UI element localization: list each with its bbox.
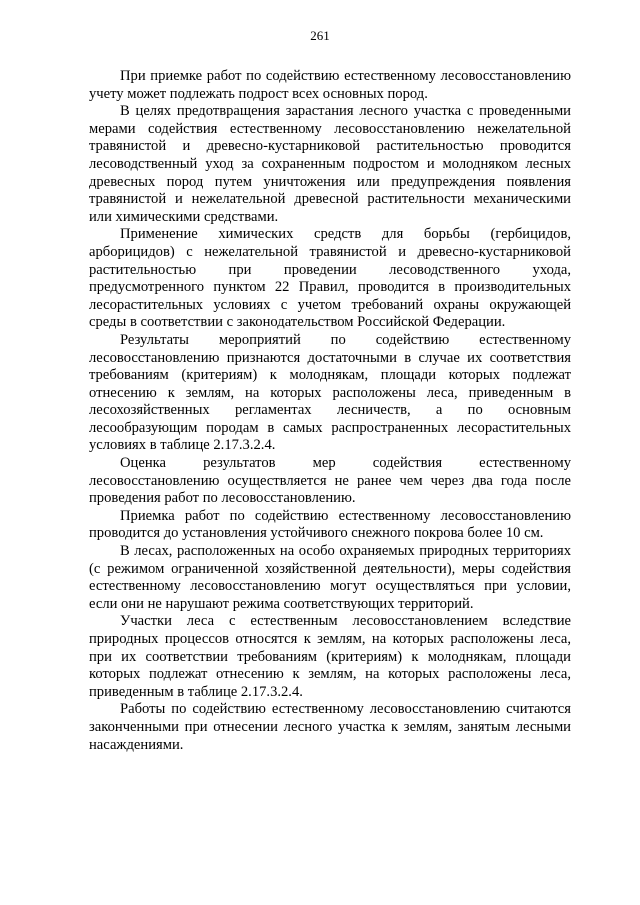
paragraph: В лесах, расположенных на особо охраняемых природных территориях (с режимом ограниченной хозяйственной деятельности), меры содействия естественному лесовосстановлению могут осуществляться при условии, если они не нарушают режима соответствующих территорий. bbox=[89, 543, 571, 612]
page-number: 261 bbox=[310, 28, 330, 43]
document-body bbox=[89, 68, 571, 754]
paragraph: Приемка работ по содействию естественному лесовосстановлению проводится до установления устойчивого снежного покрова более 10 см. bbox=[89, 507, 571, 542]
paragraph: Участки леса с естественным лесовосстановлением вследствие природных процессов относятся к землям, на которых расположены леса, при их соответствии требованиям (критериям) к молоднякам, площади которых подлежат отнесению к землям, на которых расположены леса, приведенным в таблице 2.17.3.2.4. bbox=[89, 613, 571, 700]
paragraph: Оценка результатов мер содействия естественному лесовосстановлению осуществляется не ранее чем через два года после проведения работ по лесовосстановлению. bbox=[89, 455, 571, 507]
paragraph: При приемке работ по содействию естественному лесовосстановлению учету может подлежать подрост всех основных пород. bbox=[89, 68, 571, 102]
paragraph: Работы по содействию естественному лесовосстановлению считаются законченными при отнесении лесного участка к землям, занятым лесными насаждениями. bbox=[89, 701, 571, 753]
paragraph: Применение химических средств для борьбы (гербицидов, арборицидов) с нежелательной травянистой и древесно-кустарниковой растительностью при проведении лесоводственного ухода, предусмотренного пунктом 22 Правил, проводится в производительных лесорастительных условиях с учетом требований охраны окружающей среды в соответствии с законодательством Российской Федерации. bbox=[89, 226, 571, 331]
paragraph: В целях предотвращения зарастания лесного участка с проведенными мерами содействия естественному лесовосстановлению нежелательной травянистой и древесно-кустарниковой растительностью проводится лесоводственный уход за сохраненным подростом и молодняком лесных древесных пород путем уничтожения или предупреждения появления травянистой и нежелательной древесной растительности механическими или химическими средствами. bbox=[89, 103, 571, 225]
paragraph: Результаты мероприятий по содействию естественному лесовосстановлению признаются достаточными в случае их соответствия требованиям (критериям) к молоднякам, площади которых подлежат отнесению к землям, на которых расположены леса, приведенным в лесохозяйственных регламентах лесничеств, а по основным лесообразующим породам в самых распространенных лесорастительных условиях в таблице 2.17.3.2.4. bbox=[89, 331, 571, 454]
